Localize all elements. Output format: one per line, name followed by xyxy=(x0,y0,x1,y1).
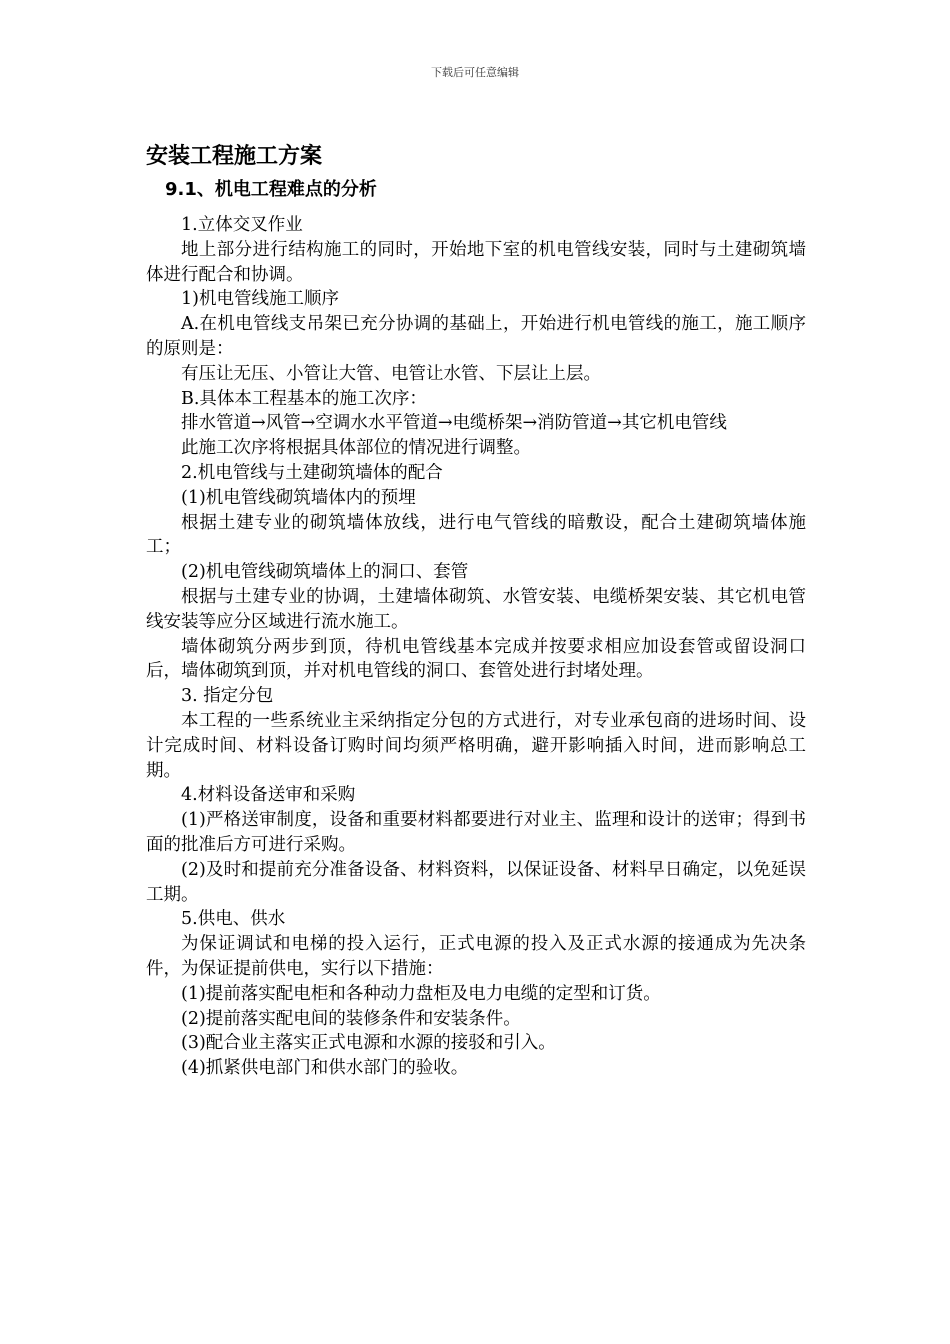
paragraph-measure-4: (4)抓紧供电部门和供水部门的验收。 xyxy=(181,1058,469,1079)
paragraph-intro: 地上部分进行结构施工的同时，开始地下室的机电管线安装，同时与土建砌筑墙体进行配合和协调。 xyxy=(146,239,806,285)
paragraph-item-5: 5.供电、供水 xyxy=(181,909,286,930)
paragraph-wall-body: 墙体砌筑分两步到顶，待机电管线基本完成并按要求相应加设套管或留设洞口后，墙体砌筑到顶，并对机电管线的洞口、套管处进行封堵处理。 xyxy=(146,636,806,682)
paragraph-sequence-note: 此施工次序将根据具体部位的情况进行调整。 xyxy=(181,438,531,459)
paragraph-sequence-heading: 1)机电管线施工顺序 xyxy=(181,289,339,310)
paragraph-measure-1: (1)提前落实配电柜和各种动力盘柜及电力电缆的定型和订货。 xyxy=(181,983,661,1004)
paragraph-opening-heading: (2)机电管线砌筑墙体上的洞口、套管 xyxy=(181,562,469,583)
section-heading: 9.1、机电工程难点的分析 xyxy=(165,179,377,200)
paragraph-sequence-rule: 有压让无压、小管让大管、电管让水管、下层让上层。 xyxy=(181,363,601,384)
paragraph-review-2: (2)及时和提前充分准备设备、材料资料，以保证设备、材料早日确定，以免延误工期。 xyxy=(146,859,806,905)
paragraph-item-4: 4.材料设备送审和采购 xyxy=(181,785,356,806)
paragraph-measure-3: (3)配合业主落实正式电源和水源的接驳和引入。 xyxy=(181,1033,556,1054)
paragraph-embed-heading: (1)机电管线砌筑墙体内的预埋 xyxy=(181,487,416,508)
page-header-note: 下载后可任意编辑 xyxy=(431,66,519,79)
paragraph-item-3: 3. 指定分包 xyxy=(181,686,274,707)
paragraph-subcontract-body: 本工程的一些系统业主采纳指定分包的方式进行，对专业承包商的进场时间、设计完成时间、材料设备订购时间均须严格明确，避开影响插入时间，进而影响总工期。 xyxy=(146,710,806,781)
paragraph-review-1: (1)严格送审制度，设备和重要材料都要进行对业主、监理和设计的送审；得到书面的批准后方可进行采购。 xyxy=(146,810,806,855)
paragraph-sequence-order: 排水管道→风管→空调水水平管道→电缆桥架→消防管道→其它机电管线 xyxy=(181,413,727,434)
paragraph-opening-body: 根据与土建专业的协调，土建墙体砌筑、水管安装、电缆桥架安装、其它机电管线安装等应分区域进行流水施工。 xyxy=(146,586,806,632)
paragraph-sequence-a: A.在机电管线支吊架已充分协调的基础上，开始进行机电管线的施工，施工顺序的原则是： xyxy=(146,314,806,359)
document-title: 安装工程施工方案 xyxy=(146,144,323,169)
paragraph-item-2: 2.机电管线与土建砌筑墙体的配合 xyxy=(181,462,443,483)
paragraph-sequence-b: B.具体本工程基本的施工次序： xyxy=(181,388,427,409)
paragraph-measure-2: (2)提前落实配电间的装修条件和安装条件。 xyxy=(181,1008,521,1029)
document-body xyxy=(146,213,806,1081)
paragraph-item-1: 1.立体交叉作业 xyxy=(181,215,303,235)
paragraph-embed-body: 根据土建专业的砌筑墙体放线，进行电气管线的暗敷设，配合土建砌筑墙体施工； xyxy=(146,512,806,558)
paragraph-power-body: 为保证调试和电梯的投入运行，正式电源的投入及正式水源的接通成为先决条件，为保证提前供电，实行以下措施： xyxy=(146,934,806,979)
